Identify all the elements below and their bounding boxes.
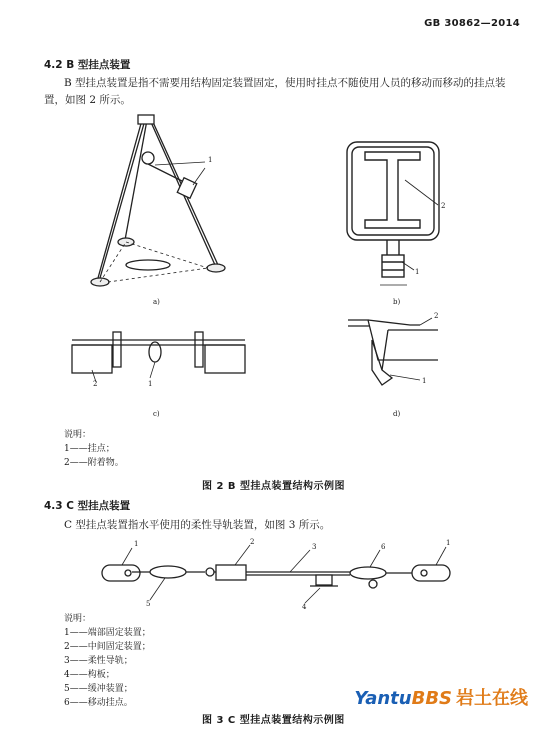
fig3-note-4: 4——构板； [64, 670, 115, 680]
section-4-2-heading: 4.2 B 型挂点装置 [44, 59, 131, 71]
fig3-callout-6a: 6 [381, 543, 386, 551]
watermark-brand-c: 岩土在线 [456, 688, 528, 709]
fig3-callout-3: 3 [312, 543, 317, 551]
fig2-note-2: 2——附着物。 [64, 458, 124, 468]
yantu-watermark [354, 684, 528, 710]
fig3-note-6: 6——移动挂点。 [64, 698, 133, 708]
fig2-sublabel-b: b) [393, 298, 401, 306]
fig3-callout-1: 1 [134, 540, 139, 548]
fig2-sublabel-c: c) [153, 410, 160, 418]
figure-2-caption: 图 2 B 型挂点装置结构示例图 [202, 481, 346, 492]
watermark-brand-a: Yantu [354, 688, 412, 709]
fig3-notes-title: 说明： [64, 614, 92, 624]
fig3-callout-2: 2 [250, 538, 255, 546]
fig3-note-2: 2——中间固定装置； [64, 642, 151, 652]
fig3-callout-5: 5 [146, 600, 151, 608]
fig2d-callout-1: 1 [422, 377, 427, 385]
fig2c-callout-2: 2 [93, 380, 98, 388]
fig3-callout-4: 4 [302, 603, 307, 611]
section-4-3-para: C 型挂点装置指水平使用的柔性导轨装置，如图 3 所示。 [64, 519, 331, 531]
fig3-callout-1b: 1 [446, 539, 451, 547]
fig2a-callout-1: 1 [208, 156, 213, 164]
section-4-2-line2: 置，如图 2 所示。 [44, 94, 131, 106]
fig2-note-1: 1——挂点； [64, 444, 115, 454]
figure-3-caption: 图 3 C 型挂点装置结构示例图 [202, 715, 345, 726]
section-4-2-line1: B 型挂点装置是指不需要用结构固定装置固定，使用时挂点不随使用人员的移动而移动的挂点装 [64, 77, 506, 89]
standard-number: GB 30862—2014 [424, 18, 520, 29]
fig3-note-3: 3——柔性导轨； [64, 656, 133, 666]
section-4-3-heading: 4.3 C 型挂点装置 [44, 500, 131, 512]
fig2-sublabel-d: d) [393, 410, 401, 418]
fig2-sublabel-a: a) [153, 298, 160, 306]
watermark-brand-b: BBS [411, 688, 452, 709]
fig3-note-1: 1——端部固定装置； [64, 628, 151, 638]
fig3-note-5: 5——缓冲装置； [64, 684, 133, 694]
fig2d-callout-2: 2 [434, 312, 439, 320]
fig2b-callout-2: 2 [441, 202, 446, 210]
fig2b-callout-1: 1 [415, 268, 420, 276]
fig2-notes-title: 说明： [64, 430, 92, 440]
fig2c-callout-1: 1 [148, 380, 153, 388]
